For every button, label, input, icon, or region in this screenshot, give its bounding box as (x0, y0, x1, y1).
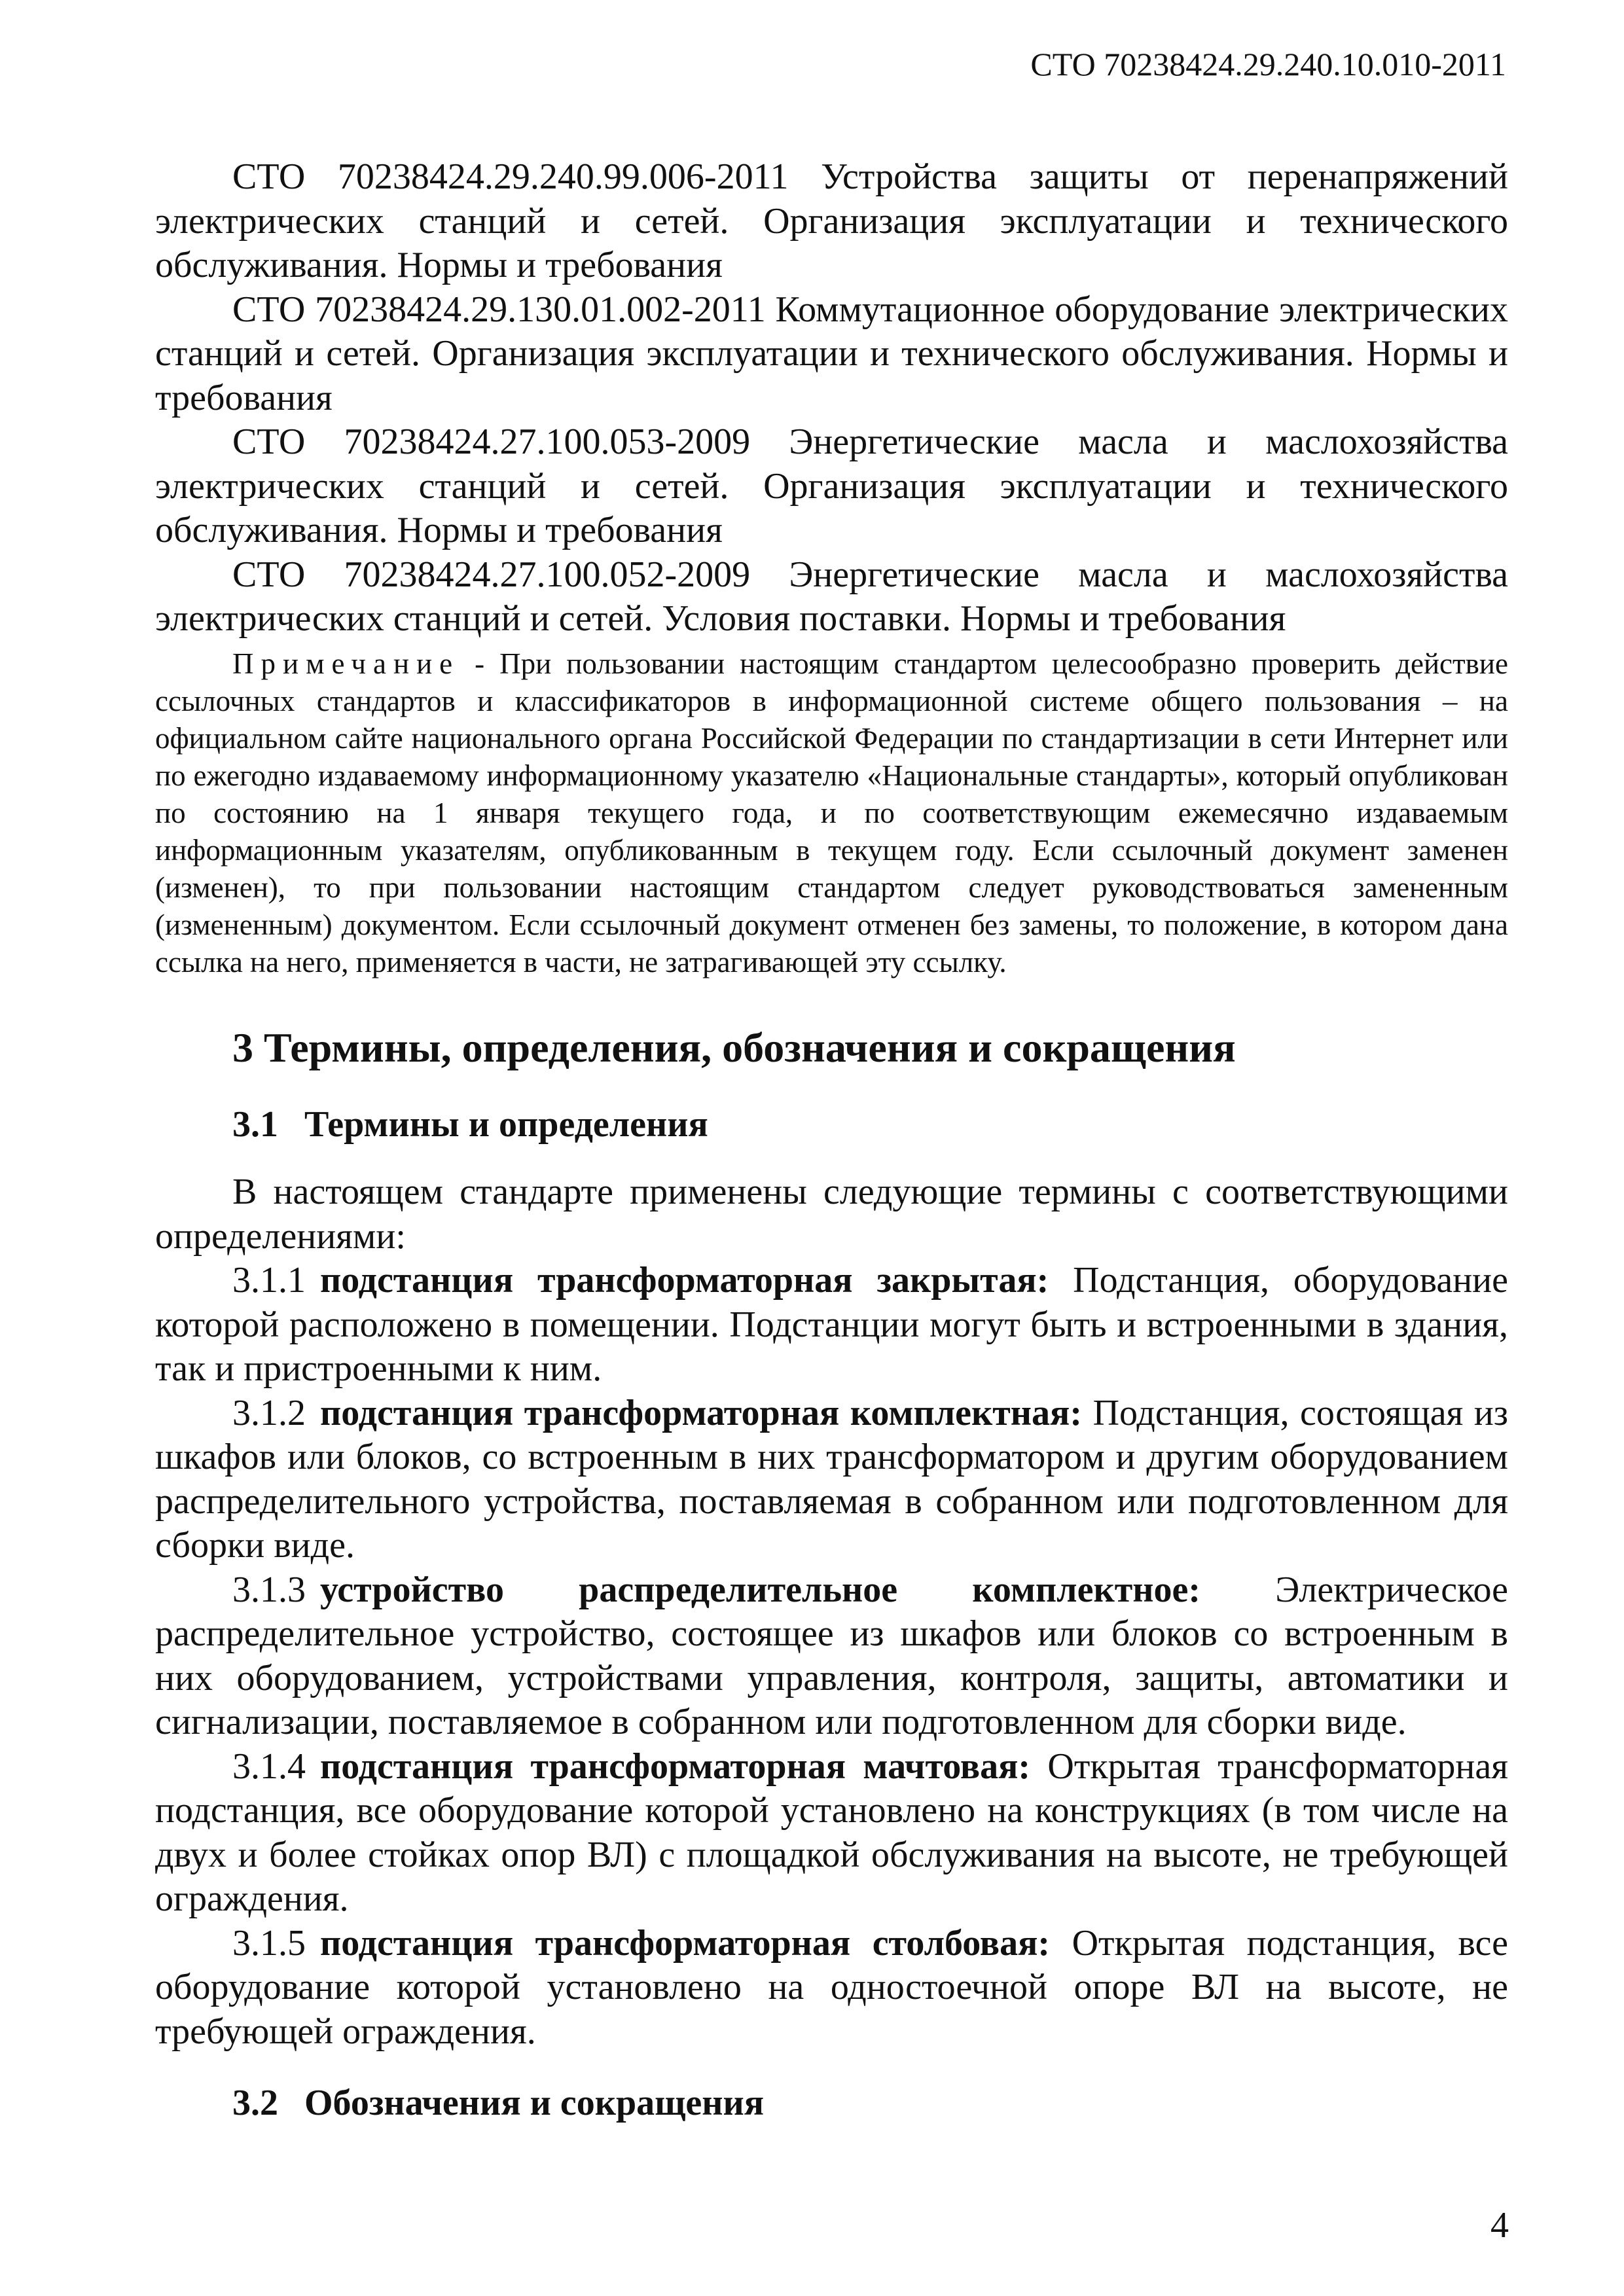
terms-intro: В настоящем стандарте применены следующие термины с соответствующими определениями: (155, 1172, 1508, 1257)
reference-item: СТО 70238424.27.100.053-2009 Энергетические масла и маслохозяйства электрических станций и сетей. Организация эксплуатации и технического обслуживания. Нормы и требования (155, 422, 1508, 550)
term-name: подстанция трансформаторная столбовая: (320, 1922, 1051, 1964)
subsection-title: Термины и определения (304, 1103, 708, 1145)
term-definition (155, 1568, 1508, 1745)
section-3-heading (155, 1022, 1508, 1074)
term-number: 3.1.3 (232, 1569, 306, 1610)
term-text: Подстанция, состоящая из шкафов или блоков, со встроенным в них трансформатором и другим оборудованием распределительного устройства, поставляемая в собранном или подготовленном для сборки виде. (155, 1392, 1508, 1566)
term-text: Подстанция, оборудование которой расположено в помещении. Подстанции могут быть и встроенными в здания, так и пристроенными к ним. (155, 1260, 1508, 1389)
term-text: Электрическое распределительное устройство, состоящее из шкафов или блоков со встроенным в них оборудованием, устройствами управления, контроля, защиты, автоматики и сигнализации, поставляемое в собранном или подготовленном для сборки виде. (155, 1569, 1508, 1742)
subsection-number: 3.2 (232, 2083, 278, 2123)
doc-code-header: СТО 70238424.29.240.10.010-2011 (1030, 46, 1506, 82)
term-number: 3.1.5 (232, 1922, 306, 1964)
reference-item: СТО 70238424.29.240.99.006-2011 Устройства защиты от перенапряжений электрических станций и сетей. Организация эксплуатации и технического обслуживания. Нормы и требования (155, 156, 1508, 285)
term-definition (155, 1922, 1508, 2054)
term-name: подстанция трансформаторная закрытая: (320, 1260, 1049, 1300)
term-number: 3.1.1 (232, 1260, 306, 1300)
reference-item: СТО 70238424.27.100.052-2009 Энергетические масла и маслохозяйства электрических станций и сетей. Условия поставки. Нормы и требования (155, 554, 1508, 639)
subsection-3-2-heading (155, 2081, 1508, 2126)
term-name: подстанция трансформаторная комплектная: (320, 1392, 1082, 1433)
subsection-title: Обозначения и сокращения (304, 2083, 765, 2123)
term-text: Открытая трансформаторная подстанция, все оборудование которой установлено на конструкциях (в том числе на двух и более стойках опор ВЛ) с площадкой обслуживания на высоте, не требующей ограждения. (155, 1746, 1508, 1919)
term-name: устройство распределительное комплектное: (320, 1569, 1200, 1610)
subsection-3-1-heading (155, 1103, 1508, 1147)
term-definition (155, 1391, 1508, 1568)
section-title: Термины, определения, обозначения и сокращения (264, 1024, 1236, 1071)
subsection-number: 3.1 (232, 1103, 278, 1145)
term-definition (155, 1259, 1508, 1391)
term-number: 3.1.4 (232, 1746, 306, 1787)
term-name: подстанция трансформаторная мачтовая: (320, 1746, 1031, 1787)
page-number: 4 (1490, 2205, 1509, 2246)
note-text: - При пользовании настоящим стандартом целесообразно проверить действие ссылочных стандартов и классификаторов в информационной системе общего пользования – на официальном сайте национального органа Российской Федерации по стандартизации в сети Интернет или по ежегодно издаваемому информационному указателю «Национальные стандарты», который опубликован по состоянию на 1 января текущего года, и по соответствующим ежемесячно издаваемым информационным указателям, опубликованным в текущем году. Если ссылочный документ заменен (изменен), то при пользовании настоящим стандартом следует руководствоваться замененным (измененным) документом. Если ссылочный документ отменен без замены, то положение, в котором дана ссылка на него, применяется в части, не затрагивающей эту ссылку. (155, 647, 1508, 978)
note-paragraph (155, 645, 1508, 981)
note-label: Примечание (232, 647, 460, 680)
reference-item: СТО 70238424.29.130.01.002-2011 Коммутационное оборудование электрических станций и сетей. Организация эксплуатации и технического обслуживания. Нормы и требования (155, 289, 1508, 418)
term-number: 3.1.2 (232, 1392, 306, 1433)
section-number: 3 (232, 1024, 253, 1071)
term-definition (155, 1745, 1508, 1922)
term-text: Открытая подстанция, все оборудование которой установлено на одностоечной опоре ВЛ на высоте, не требующей ограждения. (155, 1922, 1509, 2052)
document-body (155, 155, 1508, 2149)
